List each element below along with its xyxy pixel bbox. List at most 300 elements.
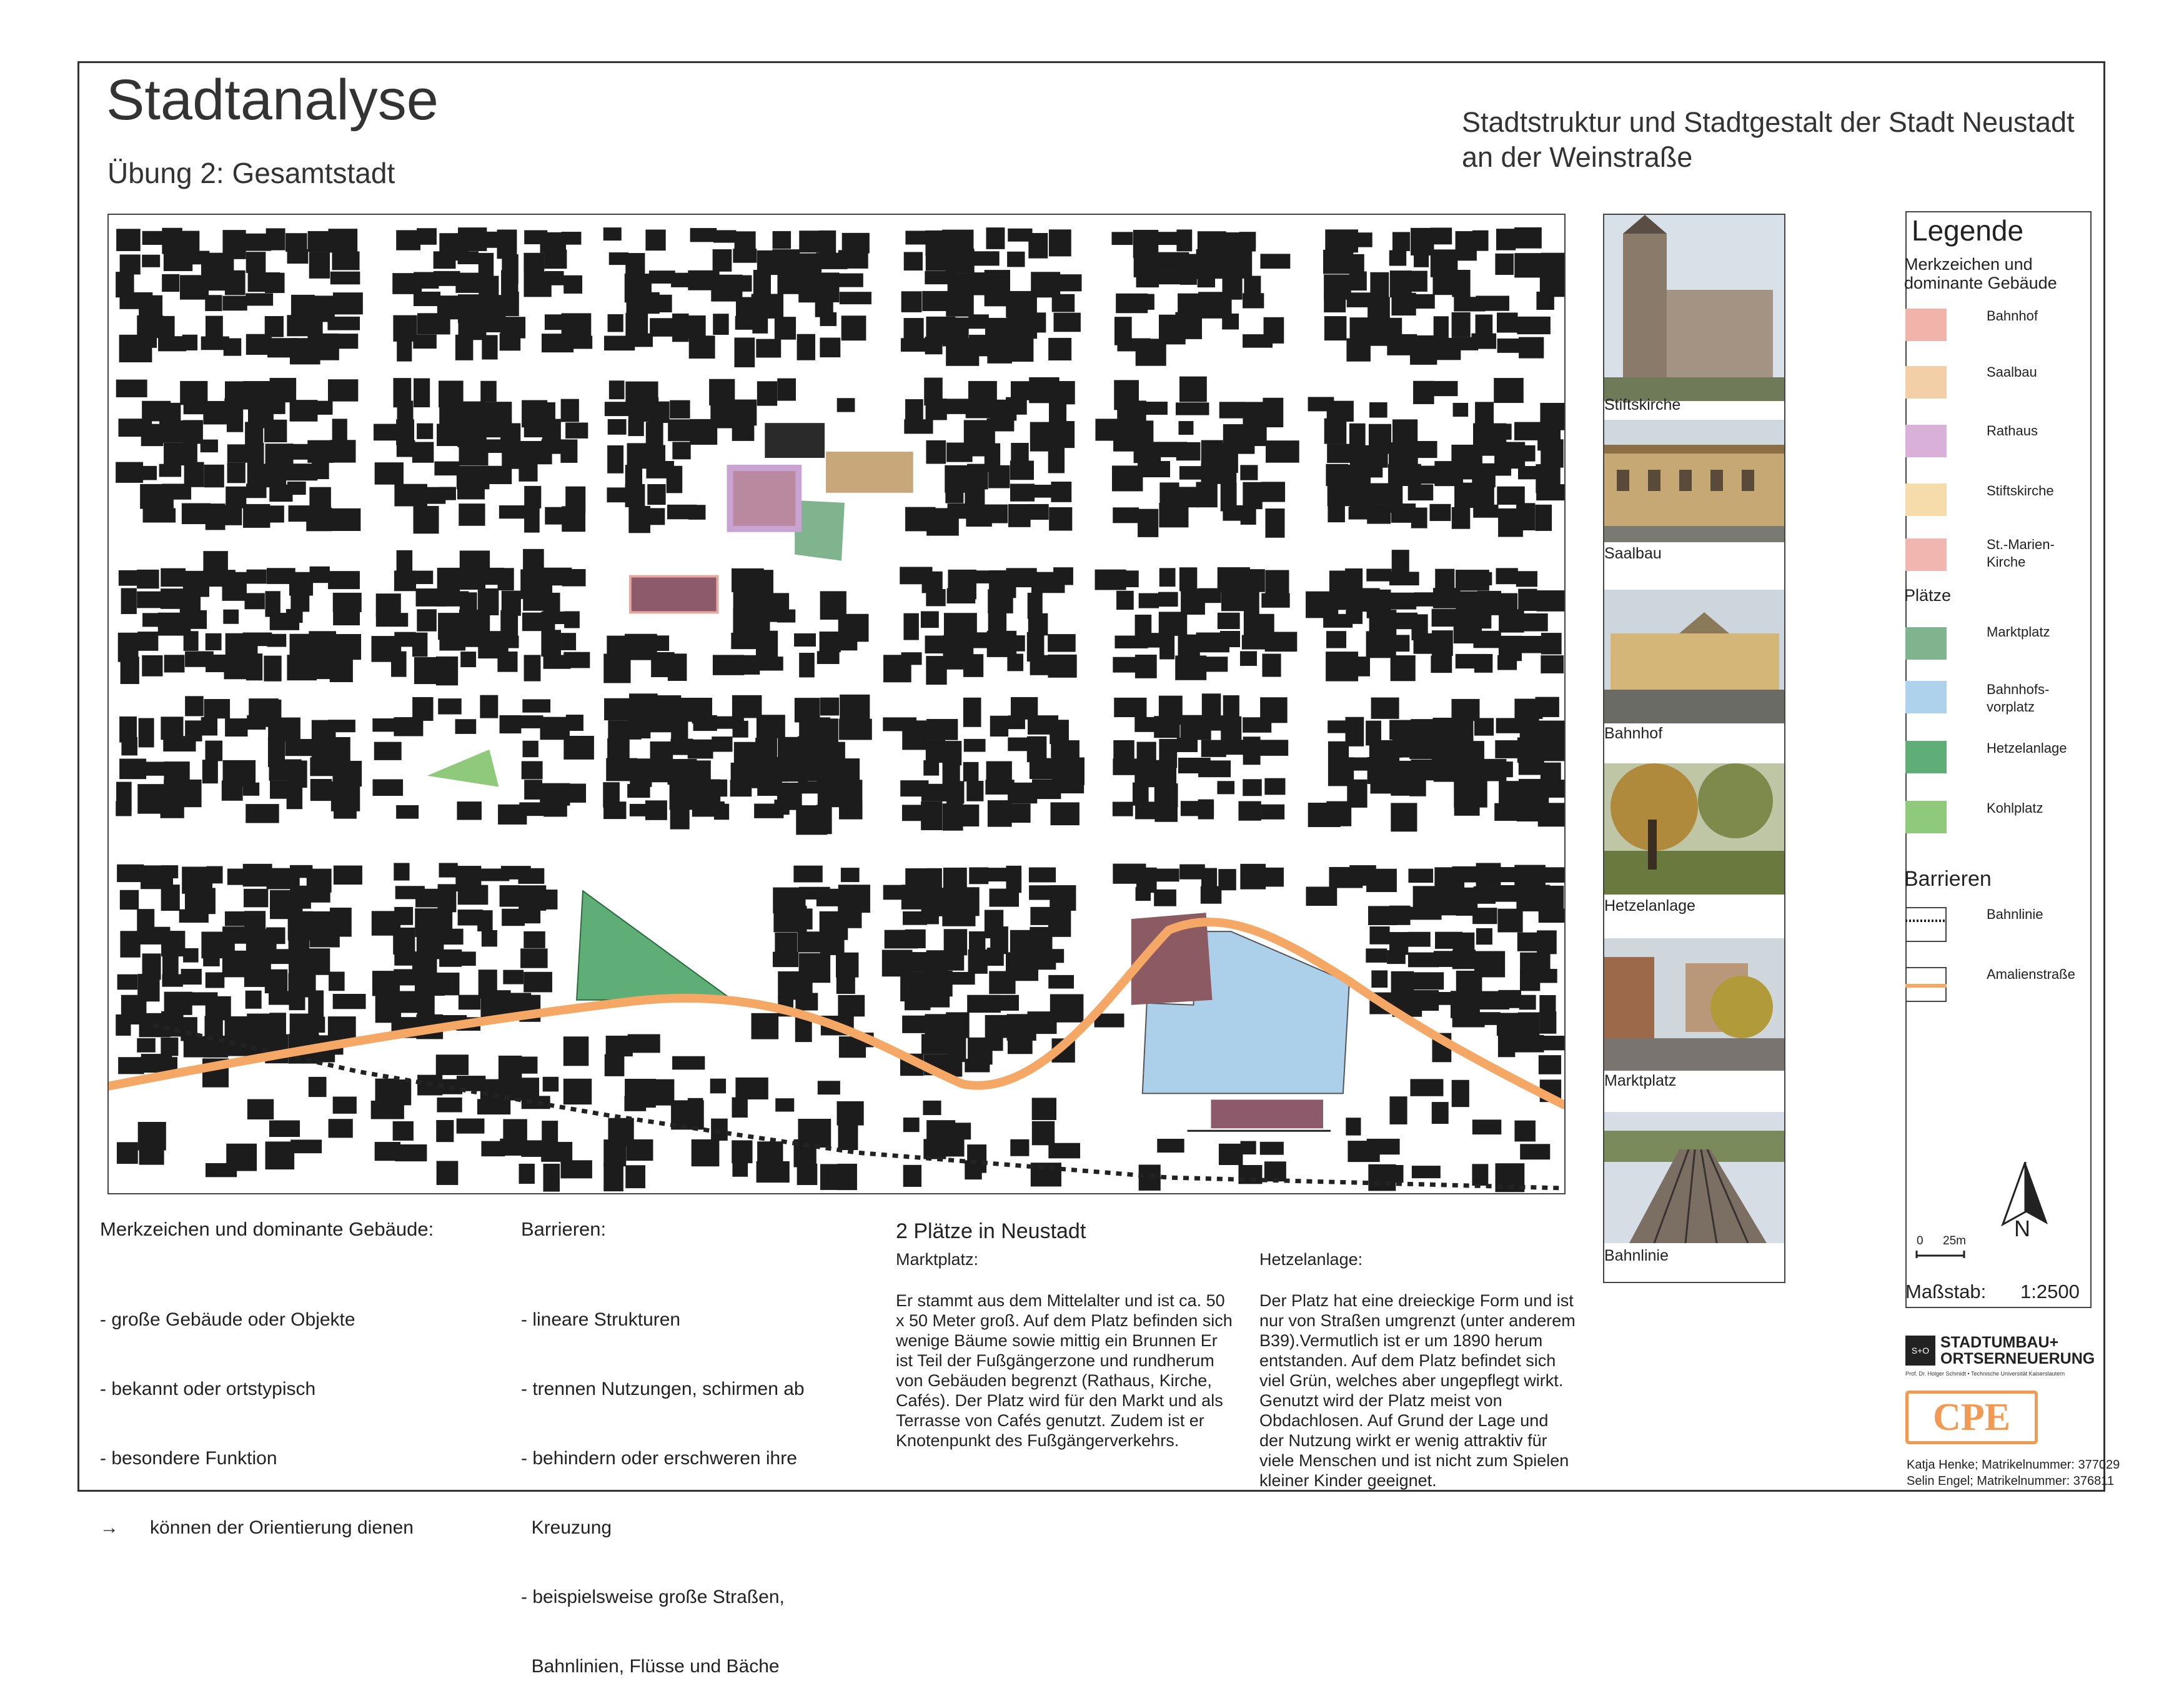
- building-block: [649, 295, 672, 312]
- building-block: [1032, 1098, 1056, 1120]
- building-block: [201, 717, 217, 736]
- building-block: [1452, 507, 1471, 529]
- building-block: [1179, 567, 1197, 591]
- building-block: [143, 508, 176, 523]
- building-block: [524, 506, 540, 532]
- building-block: [1053, 567, 1073, 585]
- building-block: [1347, 254, 1364, 272]
- building-block: [1051, 482, 1071, 502]
- building-block: [628, 719, 650, 738]
- building-block: [1497, 339, 1521, 353]
- building-block: [309, 1077, 327, 1097]
- building-block: [1541, 633, 1562, 655]
- building-block: [752, 294, 783, 318]
- building-block: [413, 335, 437, 349]
- building-block: [519, 868, 545, 884]
- building-block: [264, 656, 281, 682]
- building-block: [735, 337, 755, 367]
- building-block: [1389, 593, 1416, 610]
- building-block: [563, 275, 582, 294]
- building-block: [458, 885, 489, 905]
- building-block: [630, 334, 653, 347]
- building-block: [905, 231, 928, 244]
- building-block: [1217, 781, 1234, 794]
- building-block: [164, 655, 185, 672]
- building-block: [1409, 907, 1441, 920]
- building-block: [1541, 763, 1561, 781]
- building-block: [503, 970, 524, 984]
- building-block: [206, 503, 226, 530]
- barriers-item: - beispielsweise große Straßen,: [521, 1587, 785, 1607]
- building-block: [1111, 232, 1133, 245]
- building-block: [820, 312, 836, 326]
- building-block: [1324, 419, 1347, 444]
- building-block: [1391, 803, 1417, 831]
- building-block: [1392, 232, 1410, 251]
- building-block: [1514, 227, 1542, 249]
- building-block: [543, 1164, 560, 1192]
- building-block: [1201, 886, 1222, 904]
- building-block: [837, 398, 855, 412]
- building-block: [624, 1096, 646, 1111]
- building-block: [733, 275, 752, 292]
- building-block: [625, 484, 645, 507]
- building-block: [1413, 972, 1444, 989]
- marktplatz-line: ist Teil der Fußgängerzone und rundherum: [896, 1351, 1214, 1370]
- building-block: [1154, 716, 1179, 738]
- building-block: [1391, 655, 1416, 681]
- building-block: [921, 801, 942, 830]
- building-block: [1324, 292, 1346, 312]
- building-block: [1054, 313, 1081, 332]
- building-block: [1010, 484, 1035, 501]
- building-block: [605, 1054, 625, 1076]
- building-block: [121, 588, 137, 613]
- building-block: [247, 715, 266, 730]
- building-block: [522, 1096, 550, 1109]
- building-block: [1432, 1102, 1449, 1124]
- building-block: [434, 251, 456, 269]
- building-block: [562, 506, 585, 532]
- building-block: [565, 336, 592, 349]
- building-block: [692, 1139, 720, 1166]
- building-block: [712, 736, 732, 751]
- building-block: [733, 655, 760, 675]
- building-block: [969, 335, 990, 356]
- square-photo: [1604, 938, 1784, 1071]
- building-block: [118, 1057, 144, 1074]
- building-block: [1048, 634, 1076, 652]
- building-block: [903, 613, 918, 640]
- building-block: [414, 657, 438, 684]
- building-block: [1052, 294, 1075, 312]
- building-block: [227, 463, 246, 484]
- building-block: [735, 1078, 768, 1099]
- building-block: [1051, 740, 1080, 758]
- building-block: [817, 651, 840, 664]
- building-block: [1411, 466, 1435, 484]
- building-block: [1472, 1164, 1488, 1186]
- building-block: [689, 335, 715, 359]
- building-block: [1113, 507, 1139, 523]
- building-block: [460, 652, 476, 667]
- building-block: [1519, 760, 1541, 775]
- building-block: [265, 316, 284, 337]
- building-block: [476, 419, 501, 437]
- branding-title: [1940, 1334, 2095, 1367]
- building-block: [667, 466, 683, 493]
- building-block: [839, 758, 860, 782]
- building-block: [1541, 655, 1564, 673]
- building-block: [222, 296, 247, 311]
- building-block: [988, 611, 1006, 631]
- building-block: [329, 972, 345, 991]
- building-block: [1113, 758, 1138, 775]
- building-block: [1519, 337, 1544, 359]
- building-block: [902, 720, 926, 750]
- building-block: [603, 1163, 623, 1191]
- building-block: [139, 1141, 164, 1164]
- building-block: [163, 736, 196, 751]
- building-block: [773, 231, 792, 249]
- building-block: [414, 379, 430, 407]
- building-block: [1113, 802, 1133, 816]
- building-block: [117, 974, 137, 990]
- branding-subline: Prof. Dr. Holger Schmidt • Technische Universität Kaiserslautern: [1905, 1371, 2065, 1377]
- building-block: [290, 592, 309, 612]
- building-block: [502, 292, 519, 316]
- building-block: [524, 253, 544, 272]
- building-block: [116, 229, 141, 251]
- building-block: [330, 508, 361, 531]
- building-block: [246, 293, 273, 305]
- building-block: [1369, 926, 1389, 945]
- building-block: [1411, 760, 1437, 781]
- building-block: [713, 230, 736, 242]
- building-block: [417, 424, 433, 439]
- building-block: [1028, 504, 1049, 520]
- building-block: [137, 570, 159, 588]
- legend-swatch-bahnhof: [1905, 309, 1947, 341]
- building-block: [1474, 484, 1494, 507]
- building-block: [286, 609, 303, 623]
- building-block: [1541, 439, 1564, 467]
- building-block: [1366, 869, 1397, 892]
- building-block: [246, 804, 279, 823]
- building-block: [393, 928, 415, 955]
- building-block: [966, 400, 991, 419]
- building-block: [545, 271, 564, 285]
- hetzel-line: nur von Straßen umgrenzt (unter anderem: [1259, 1311, 1576, 1330]
- building-block: [330, 440, 356, 462]
- marktplatz-text: [896, 1291, 1233, 1451]
- hall-photo: [1604, 420, 1784, 542]
- building-block: [904, 252, 923, 270]
- building-block: [1516, 613, 1547, 632]
- building-block: [775, 1098, 794, 1111]
- building-block: [1473, 631, 1501, 648]
- building-block: [755, 738, 777, 758]
- building-block: [161, 568, 186, 587]
- building-block: [563, 736, 594, 760]
- building-block: [478, 439, 502, 453]
- building-block: [1518, 589, 1537, 611]
- building-block: [524, 655, 541, 681]
- building-block: [1539, 908, 1566, 923]
- building-block: [563, 1036, 588, 1066]
- building-block: [836, 633, 857, 650]
- building-block: [1495, 462, 1511, 476]
- building-block: [628, 1034, 660, 1053]
- building-block: [926, 589, 945, 606]
- barriers-list: [521, 1262, 805, 1701]
- legend-title: Legende: [1912, 214, 2024, 247]
- building-block: [1159, 503, 1188, 527]
- scale-value: 1:2500: [2020, 1281, 2080, 1302]
- building-block: [1389, 906, 1411, 925]
- building-block: [227, 419, 243, 432]
- building-block: [1536, 697, 1559, 717]
- building-block: [266, 505, 284, 522]
- building-block: [905, 399, 923, 420]
- building-block: [374, 742, 402, 760]
- building-block: [333, 1096, 357, 1113]
- building-block: [1366, 568, 1391, 581]
- building-block: [1243, 482, 1262, 509]
- building-block: [1367, 504, 1391, 523]
- building-block: [1539, 1055, 1561, 1074]
- building-block: [1452, 950, 1476, 969]
- building-block: [966, 781, 983, 801]
- building-block: [312, 401, 332, 415]
- building-block: [628, 420, 644, 436]
- building-block: [1028, 312, 1046, 332]
- building-block: [501, 270, 518, 295]
- building-block: [480, 318, 503, 332]
- building-block: [1239, 232, 1256, 248]
- building-block: [1472, 1119, 1501, 1134]
- building-block: [1134, 420, 1153, 445]
- building-block: [119, 570, 137, 586]
- building-block: [328, 229, 357, 252]
- building-block: [603, 1139, 626, 1166]
- building-block: [1472, 908, 1497, 924]
- legend-label-stiftskirche: Stiftskirche: [1987, 483, 2054, 498]
- building-block: [310, 779, 332, 801]
- building-block: [438, 698, 462, 714]
- building-block: [519, 885, 546, 911]
- building-block: [1159, 612, 1187, 636]
- building-block: [1221, 464, 1236, 483]
- building-block: [162, 954, 179, 974]
- park-photo: [1604, 763, 1784, 895]
- building-block: [989, 971, 1015, 994]
- building-block: [183, 420, 203, 444]
- building-block: [799, 653, 815, 677]
- building-block: [1429, 504, 1451, 521]
- building-block: [394, 717, 423, 736]
- building-block: [625, 465, 642, 487]
- building-block: [609, 252, 628, 265]
- building-block: [434, 973, 459, 995]
- building-block: [713, 314, 728, 335]
- building-block: [963, 698, 981, 727]
- building-block: [247, 570, 267, 584]
- building-block: [457, 485, 485, 500]
- building-block: [393, 1121, 414, 1141]
- building-block: [1451, 699, 1479, 721]
- building-block: [265, 273, 285, 293]
- building-block: [645, 230, 665, 251]
- building-block: [838, 1120, 858, 1150]
- squares-heading: 2 Plätze in Neustadt: [896, 1219, 1086, 1243]
- building-block: [203, 948, 220, 966]
- saalbau-building: [826, 452, 913, 493]
- marktplatz-line: x 50 Meter groß. Auf dem Platz befinden sich: [896, 1311, 1233, 1330]
- building-block: [1349, 271, 1367, 290]
- building-block: [1328, 504, 1345, 522]
- building-block: [1243, 736, 1261, 765]
- building-block: [481, 466, 512, 484]
- building-block: [1514, 1121, 1536, 1142]
- building-block: [269, 1120, 300, 1137]
- building-block: [1387, 1165, 1403, 1183]
- building-block: [1135, 655, 1157, 678]
- building-block: [1240, 864, 1266, 890]
- building-block: [710, 1079, 726, 1094]
- building-block: [1180, 271, 1197, 285]
- building-block: [1516, 445, 1535, 462]
- building-block: [328, 720, 355, 732]
- building-block: [1497, 487, 1524, 505]
- building-block: [246, 484, 267, 498]
- building-block: [397, 336, 412, 362]
- building-block: [732, 422, 755, 441]
- building-block: [1367, 297, 1390, 320]
- building-block: [1514, 253, 1544, 277]
- building-block: [162, 484, 191, 499]
- building-block: [1154, 801, 1178, 822]
- building-block: [183, 948, 199, 963]
- building-block: [714, 804, 729, 820]
- building-block: [921, 993, 950, 1008]
- building-block: [245, 593, 265, 609]
- building-block: [266, 228, 285, 250]
- headline-line-1: Stadtstruktur und Stadtgestalt der Stadt Neustadt: [1462, 106, 2075, 138]
- building-block: [312, 462, 329, 479]
- building-block: [752, 315, 768, 333]
- building-block: [287, 781, 302, 809]
- building-block: [1137, 633, 1163, 647]
- building-block: [1345, 568, 1363, 590]
- building-block: [648, 402, 670, 423]
- building-block: [265, 970, 287, 993]
- building-block: [436, 657, 458, 685]
- building-block: [560, 439, 577, 462]
- photo-caption-bahnlinie: Bahnlinie: [1604, 1247, 1669, 1264]
- building-block: [901, 291, 922, 312]
- building-block: [1029, 885, 1051, 900]
- building-block: [1370, 272, 1389, 301]
- building-block: [333, 292, 363, 314]
- legend-label-hetzelanlage: Hetzelanlage: [1987, 740, 2067, 756]
- building-block: [965, 1059, 990, 1073]
- building-block: [243, 381, 270, 402]
- building-block: [1476, 1012, 1501, 1025]
- building-block: [1243, 293, 1264, 308]
- building-block: [1222, 314, 1239, 330]
- building-block: [290, 1139, 322, 1153]
- building-block: [333, 593, 362, 612]
- building-block: [690, 228, 717, 242]
- building-block: [1473, 609, 1491, 628]
- hetzel-line: viel Grün, welches aber ungepflegt wirkt.: [1259, 1371, 1564, 1390]
- building-block: [184, 631, 199, 651]
- author-2: Selin Engel; Matrikelnummer: 376811: [1907, 1474, 2115, 1488]
- building-block: [777, 610, 795, 623]
- building-block: [1536, 505, 1552, 531]
- cpe-logo: CPE: [1905, 1391, 2038, 1444]
- building-block: [1135, 801, 1158, 819]
- building-block: [1453, 403, 1469, 417]
- scale-unit-label: 25m: [1943, 1234, 1966, 1247]
- building-block: [732, 695, 762, 718]
- building-block: [500, 334, 521, 351]
- building-block: [477, 1099, 510, 1114]
- building-block: [205, 741, 222, 761]
- building-block: [609, 380, 625, 399]
- building-block: [926, 719, 958, 740]
- building-block: [1518, 1013, 1540, 1037]
- legend-swatch-kohlplatz: [1905, 801, 1947, 833]
- building-block: [184, 397, 207, 415]
- building-block: [1154, 869, 1179, 882]
- legend-section-landmarks: Merkzeichen und dominante Gebäude: [1904, 255, 2057, 292]
- building-block: [1136, 275, 1159, 287]
- building-block: [1412, 1166, 1441, 1178]
- building-block: [925, 1014, 949, 1035]
- building-block: [1413, 381, 1434, 404]
- building-block: [1541, 1036, 1566, 1050]
- building-block: [647, 484, 665, 505]
- building-block: [519, 1056, 537, 1073]
- building-block: [1201, 868, 1217, 888]
- building-block: [519, 460, 537, 481]
- building-block: [1261, 482, 1285, 502]
- building-block: [1494, 378, 1524, 403]
- building-block: [795, 993, 818, 1011]
- building-block: [986, 227, 1005, 249]
- building-block: [417, 991, 435, 1015]
- headline-line-2: an der Weinstraße: [1462, 141, 1693, 173]
- building-block: [772, 249, 800, 274]
- building-block: [672, 314, 688, 342]
- building-block: [204, 465, 224, 488]
- building-block: [1007, 654, 1023, 672]
- legend-label-marktplatz: Marktplatz: [1987, 624, 2050, 640]
- building-block: [333, 334, 358, 349]
- building-block: [1410, 441, 1437, 458]
- building-block: [775, 317, 796, 340]
- building-block: [206, 1163, 237, 1177]
- building-block: [500, 1139, 524, 1156]
- building-block: [773, 952, 798, 967]
- building-block: [672, 1056, 705, 1070]
- building-block: [1473, 505, 1498, 518]
- building-block: [562, 569, 586, 587]
- building-block: [986, 419, 1014, 432]
- legend-label-bahnhof: Bahnhof: [1987, 308, 2038, 324]
